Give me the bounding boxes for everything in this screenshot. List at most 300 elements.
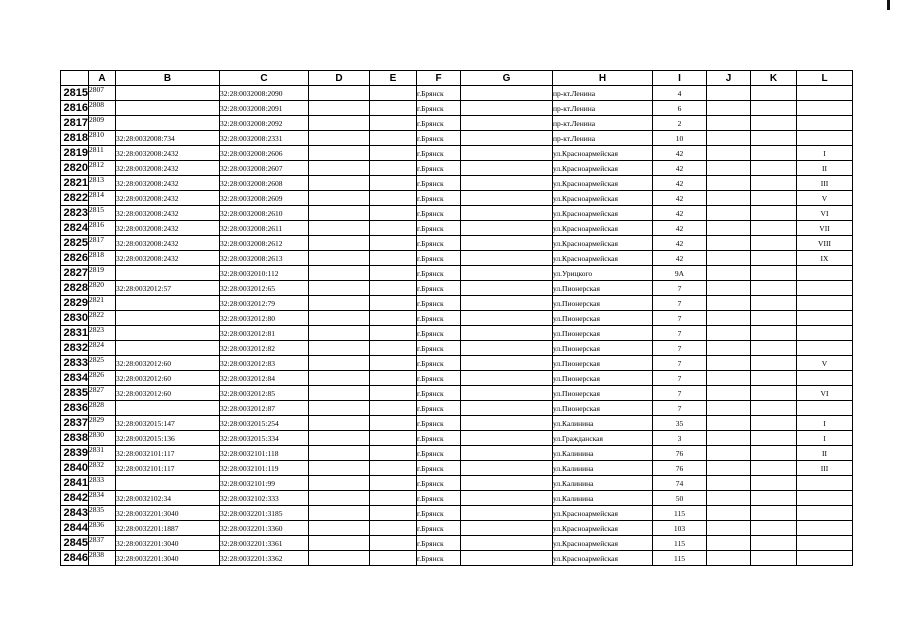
cell-a[interactable]: 2828 bbox=[89, 401, 116, 416]
cell-e[interactable] bbox=[370, 371, 417, 386]
cell-b[interactable]: 32:28:0032012:57 bbox=[116, 281, 220, 296]
cell-f[interactable]: г.Брянск bbox=[417, 281, 461, 296]
cell-b[interactable]: 32:28:0032012:60 bbox=[116, 371, 220, 386]
row-number[interactable]: 2818 bbox=[61, 131, 89, 146]
cell-d[interactable] bbox=[309, 371, 370, 386]
cell-d[interactable] bbox=[309, 551, 370, 566]
cell-d[interactable] bbox=[309, 86, 370, 101]
cell-d[interactable] bbox=[309, 326, 370, 341]
cell-l[interactable] bbox=[797, 506, 853, 521]
cell-d[interactable] bbox=[309, 521, 370, 536]
column-header-i[interactable]: I bbox=[653, 71, 707, 86]
column-header-h[interactable]: H bbox=[553, 71, 653, 86]
cell-h[interactable]: ул.Пионерская bbox=[553, 281, 653, 296]
cell-l[interactable]: VI bbox=[797, 386, 853, 401]
cell-g[interactable] bbox=[461, 296, 553, 311]
cell-l[interactable] bbox=[797, 491, 853, 506]
cell-c[interactable]: 32:28:0032012:82 bbox=[220, 341, 309, 356]
cell-b[interactable] bbox=[116, 116, 220, 131]
cell-b[interactable]: 32:28:0032008:2432 bbox=[116, 221, 220, 236]
cell-h[interactable]: пр-кт.Ленина bbox=[553, 86, 653, 101]
cell-i[interactable]: 103 bbox=[653, 521, 707, 536]
cell-g[interactable] bbox=[461, 476, 553, 491]
cell-h[interactable]: ул.Красноармейская bbox=[553, 506, 653, 521]
cell-i[interactable]: 10 bbox=[653, 131, 707, 146]
cell-k[interactable] bbox=[751, 491, 797, 506]
cell-a[interactable]: 2815 bbox=[89, 206, 116, 221]
cell-h[interactable]: ул.Красноармейская bbox=[553, 521, 653, 536]
cell-g[interactable] bbox=[461, 551, 553, 566]
cell-b[interactable]: 32:28:0032008:2432 bbox=[116, 206, 220, 221]
cell-g[interactable] bbox=[461, 191, 553, 206]
row-number[interactable]: 2841 bbox=[61, 476, 89, 491]
cell-d[interactable] bbox=[309, 341, 370, 356]
cell-f[interactable]: г.Брянск bbox=[417, 206, 461, 221]
row-number[interactable]: 2829 bbox=[61, 296, 89, 311]
cell-g[interactable] bbox=[461, 506, 553, 521]
row-number[interactable]: 2824 bbox=[61, 221, 89, 236]
row-number[interactable]: 2842 bbox=[61, 491, 89, 506]
cell-j[interactable] bbox=[707, 386, 751, 401]
cell-h[interactable]: ул.Красноармейская bbox=[553, 251, 653, 266]
cell-g[interactable] bbox=[461, 401, 553, 416]
cell-a[interactable]: 2827 bbox=[89, 386, 116, 401]
cell-a[interactable]: 2830 bbox=[89, 431, 116, 446]
cell-f[interactable]: г.Брянск bbox=[417, 356, 461, 371]
cell-j[interactable] bbox=[707, 401, 751, 416]
cell-f[interactable]: г.Брянск bbox=[417, 266, 461, 281]
cell-j[interactable] bbox=[707, 446, 751, 461]
cell-h[interactable]: пр-кт.Ленина bbox=[553, 116, 653, 131]
cell-k[interactable] bbox=[751, 146, 797, 161]
cell-b[interactable]: 32:28:0032012:60 bbox=[116, 386, 220, 401]
cell-i[interactable]: 7 bbox=[653, 356, 707, 371]
cell-d[interactable] bbox=[309, 401, 370, 416]
cell-e[interactable] bbox=[370, 461, 417, 476]
cell-d[interactable] bbox=[309, 176, 370, 191]
cell-l[interactable]: I bbox=[797, 146, 853, 161]
cell-c[interactable]: 32:28:0032015:334 bbox=[220, 431, 309, 446]
cell-l[interactable] bbox=[797, 401, 853, 416]
cell-d[interactable] bbox=[309, 356, 370, 371]
cell-a[interactable]: 2817 bbox=[89, 236, 116, 251]
cell-b[interactable] bbox=[116, 101, 220, 116]
cell-c[interactable]: 32:28:0032008:2612 bbox=[220, 236, 309, 251]
cell-i[interactable]: 7 bbox=[653, 281, 707, 296]
cell-c[interactable]: 32:28:0032012:79 bbox=[220, 296, 309, 311]
cell-k[interactable] bbox=[751, 176, 797, 191]
cell-b[interactable]: 32:28:0032201:3040 bbox=[116, 506, 220, 521]
cell-g[interactable] bbox=[461, 101, 553, 116]
cell-b[interactable]: 32:28:0032008:2432 bbox=[116, 191, 220, 206]
cell-c[interactable]: 32:28:0032102:333 bbox=[220, 491, 309, 506]
cell-j[interactable] bbox=[707, 161, 751, 176]
cell-f[interactable]: г.Брянск bbox=[417, 236, 461, 251]
cell-c[interactable]: 32:28:0032101:118 bbox=[220, 446, 309, 461]
cell-i[interactable]: 3 bbox=[653, 431, 707, 446]
cell-e[interactable] bbox=[370, 326, 417, 341]
cell-h[interactable]: ул.Красноармейская bbox=[553, 176, 653, 191]
row-number[interactable]: 2815 bbox=[61, 86, 89, 101]
cell-j[interactable] bbox=[707, 251, 751, 266]
cell-f[interactable]: г.Брянск bbox=[417, 476, 461, 491]
cell-k[interactable] bbox=[751, 221, 797, 236]
cell-d[interactable] bbox=[309, 461, 370, 476]
row-number[interactable]: 2834 bbox=[61, 371, 89, 386]
cell-d[interactable] bbox=[309, 446, 370, 461]
cell-f[interactable]: г.Брянск bbox=[417, 311, 461, 326]
cell-c[interactable]: 32:28:0032008:2610 bbox=[220, 206, 309, 221]
cell-l[interactable] bbox=[797, 326, 853, 341]
cell-l[interactable]: IX bbox=[797, 251, 853, 266]
cell-f[interactable]: г.Брянск bbox=[417, 176, 461, 191]
cell-c[interactable]: 32:28:0032201:3361 bbox=[220, 536, 309, 551]
cell-j[interactable] bbox=[707, 431, 751, 446]
cell-k[interactable] bbox=[751, 521, 797, 536]
column-header-k[interactable]: K bbox=[751, 71, 797, 86]
cell-e[interactable] bbox=[370, 221, 417, 236]
cell-l[interactable] bbox=[797, 371, 853, 386]
cell-i[interactable]: 2 bbox=[653, 116, 707, 131]
cell-c[interactable]: 32:28:0032101:119 bbox=[220, 461, 309, 476]
cell-a[interactable]: 2824 bbox=[89, 341, 116, 356]
cell-a[interactable]: 2838 bbox=[89, 551, 116, 566]
column-header-l[interactable]: L bbox=[797, 71, 853, 86]
cell-l[interactable]: II bbox=[797, 446, 853, 461]
cell-a[interactable]: 2833 bbox=[89, 476, 116, 491]
cell-f[interactable]: г.Брянск bbox=[417, 446, 461, 461]
cell-k[interactable] bbox=[751, 446, 797, 461]
cell-c[interactable]: 32:28:0032008:2331 bbox=[220, 131, 309, 146]
cell-e[interactable] bbox=[370, 281, 417, 296]
cell-l[interactable] bbox=[797, 311, 853, 326]
cell-e[interactable] bbox=[370, 206, 417, 221]
cell-f[interactable]: г.Брянск bbox=[417, 221, 461, 236]
cell-j[interactable] bbox=[707, 551, 751, 566]
cell-k[interactable] bbox=[751, 296, 797, 311]
row-number[interactable]: 2819 bbox=[61, 146, 89, 161]
cell-d[interactable] bbox=[309, 296, 370, 311]
cell-a[interactable]: 2808 bbox=[89, 101, 116, 116]
cell-b[interactable]: 32:28:0032201:3040 bbox=[116, 551, 220, 566]
row-number[interactable]: 2822 bbox=[61, 191, 89, 206]
cell-c[interactable]: 32:28:0032201:3185 bbox=[220, 506, 309, 521]
cell-f[interactable]: г.Брянск bbox=[417, 461, 461, 476]
cell-i[interactable]: 6 bbox=[653, 101, 707, 116]
cell-a[interactable]: 2810 bbox=[89, 131, 116, 146]
cell-e[interactable] bbox=[370, 296, 417, 311]
cell-b[interactable]: 32:28:0032201:1887 bbox=[116, 521, 220, 536]
row-number[interactable]: 2838 bbox=[61, 431, 89, 446]
cell-i[interactable]: 115 bbox=[653, 536, 707, 551]
cell-i[interactable]: 7 bbox=[653, 341, 707, 356]
cell-d[interactable] bbox=[309, 506, 370, 521]
cell-h[interactable]: ул.Калинина bbox=[553, 446, 653, 461]
cell-j[interactable] bbox=[707, 521, 751, 536]
cell-d[interactable] bbox=[309, 146, 370, 161]
cell-k[interactable] bbox=[751, 161, 797, 176]
cell-k[interactable] bbox=[751, 341, 797, 356]
cell-g[interactable] bbox=[461, 311, 553, 326]
cell-j[interactable] bbox=[707, 341, 751, 356]
cell-d[interactable] bbox=[309, 251, 370, 266]
cell-c[interactable]: 32:28:0032012:83 bbox=[220, 356, 309, 371]
cell-a[interactable]: 2812 bbox=[89, 161, 116, 176]
cell-f[interactable]: г.Брянск bbox=[417, 521, 461, 536]
cell-j[interactable] bbox=[707, 416, 751, 431]
row-number[interactable]: 2843 bbox=[61, 506, 89, 521]
cell-k[interactable] bbox=[751, 506, 797, 521]
column-header-j[interactable]: J bbox=[707, 71, 751, 86]
cell-g[interactable] bbox=[461, 431, 553, 446]
cell-c[interactable]: 32:28:0032008:2606 bbox=[220, 146, 309, 161]
cell-c[interactable]: 32:28:0032008:2608 bbox=[220, 176, 309, 191]
cell-i[interactable]: 42 bbox=[653, 176, 707, 191]
cell-b[interactable]: 32:28:0032101:117 bbox=[116, 461, 220, 476]
cell-l[interactable]: V bbox=[797, 191, 853, 206]
cell-h[interactable]: ул.Калинина bbox=[553, 461, 653, 476]
cell-g[interactable] bbox=[461, 461, 553, 476]
row-number[interactable]: 2821 bbox=[61, 176, 89, 191]
cell-l[interactable]: V bbox=[797, 356, 853, 371]
cell-h[interactable]: пр-кт.Ленина bbox=[553, 101, 653, 116]
cell-k[interactable] bbox=[751, 431, 797, 446]
cell-l[interactable] bbox=[797, 116, 853, 131]
cell-k[interactable] bbox=[751, 86, 797, 101]
cell-k[interactable] bbox=[751, 131, 797, 146]
cell-j[interactable] bbox=[707, 326, 751, 341]
cell-h[interactable]: ул.Пионерская bbox=[553, 371, 653, 386]
cell-a[interactable]: 2831 bbox=[89, 446, 116, 461]
cell-h[interactable]: ул.Красноармейская bbox=[553, 206, 653, 221]
cell-j[interactable] bbox=[707, 236, 751, 251]
cell-h[interactable]: ул.Пионерская bbox=[553, 401, 653, 416]
cell-a[interactable]: 2826 bbox=[89, 371, 116, 386]
cell-k[interactable] bbox=[751, 116, 797, 131]
cell-i[interactable]: 76 bbox=[653, 461, 707, 476]
cell-a[interactable]: 2837 bbox=[89, 536, 116, 551]
cell-b[interactable]: 32:28:0032015:147 bbox=[116, 416, 220, 431]
cell-i[interactable]: 42 bbox=[653, 146, 707, 161]
cell-k[interactable] bbox=[751, 551, 797, 566]
cell-b[interactable]: 32:28:0032012:60 bbox=[116, 356, 220, 371]
row-number[interactable]: 2827 bbox=[61, 266, 89, 281]
cell-k[interactable] bbox=[751, 356, 797, 371]
cell-c[interactable]: 32:28:0032008:2611 bbox=[220, 221, 309, 236]
cell-c[interactable]: 32:28:0032201:3360 bbox=[220, 521, 309, 536]
cell-d[interactable] bbox=[309, 281, 370, 296]
cell-g[interactable] bbox=[461, 326, 553, 341]
cell-b[interactable] bbox=[116, 266, 220, 281]
cell-c[interactable]: 32:28:0032008:2091 bbox=[220, 101, 309, 116]
cell-h[interactable]: ул.Красноармейская bbox=[553, 191, 653, 206]
cell-g[interactable] bbox=[461, 146, 553, 161]
cell-l[interactable]: I bbox=[797, 431, 853, 446]
cell-c[interactable]: 32:28:0032201:3362 bbox=[220, 551, 309, 566]
cell-i[interactable]: 115 bbox=[653, 506, 707, 521]
cell-d[interactable] bbox=[309, 191, 370, 206]
cell-e[interactable] bbox=[370, 491, 417, 506]
cell-e[interactable] bbox=[370, 356, 417, 371]
cell-l[interactable]: III bbox=[797, 461, 853, 476]
cell-h[interactable]: ул.Пионерская bbox=[553, 311, 653, 326]
cell-c[interactable]: 32:28:0032012:81 bbox=[220, 326, 309, 341]
cell-i[interactable]: 42 bbox=[653, 221, 707, 236]
cell-c[interactable]: 32:28:0032010:112 bbox=[220, 266, 309, 281]
cell-e[interactable] bbox=[370, 401, 417, 416]
cell-a[interactable]: 2821 bbox=[89, 296, 116, 311]
cell-h[interactable]: ул.Пионерская bbox=[553, 356, 653, 371]
cell-j[interactable] bbox=[707, 356, 751, 371]
row-number[interactable]: 2832 bbox=[61, 341, 89, 356]
row-number[interactable]: 2835 bbox=[61, 386, 89, 401]
cell-k[interactable] bbox=[751, 416, 797, 431]
cell-l[interactable] bbox=[797, 281, 853, 296]
cell-j[interactable] bbox=[707, 476, 751, 491]
cell-f[interactable]: г.Брянск bbox=[417, 296, 461, 311]
cell-i[interactable]: 9А bbox=[653, 266, 707, 281]
cell-e[interactable] bbox=[370, 416, 417, 431]
cell-i[interactable]: 7 bbox=[653, 401, 707, 416]
cell-c[interactable]: 32:28:0032012:85 bbox=[220, 386, 309, 401]
column-header-g[interactable]: G bbox=[461, 71, 553, 86]
cell-e[interactable] bbox=[370, 341, 417, 356]
cell-b[interactable]: 32:28:0032008:2432 bbox=[116, 161, 220, 176]
cell-b[interactable]: 32:28:0032015:136 bbox=[116, 431, 220, 446]
row-number[interactable]: 2845 bbox=[61, 536, 89, 551]
cell-h[interactable]: ул.Красноармейская bbox=[553, 236, 653, 251]
cell-l[interactable] bbox=[797, 296, 853, 311]
cell-a[interactable]: 2836 bbox=[89, 521, 116, 536]
column-header-c[interactable]: C bbox=[220, 71, 309, 86]
cell-g[interactable] bbox=[461, 446, 553, 461]
cell-c[interactable]: 32:28:0032008:2613 bbox=[220, 251, 309, 266]
cell-c[interactable]: 32:28:0032008:2607 bbox=[220, 161, 309, 176]
cell-h[interactable]: ул.Калинина bbox=[553, 476, 653, 491]
cell-k[interactable] bbox=[751, 401, 797, 416]
cell-h[interactable]: ул.Красноармейская bbox=[553, 221, 653, 236]
column-header-b[interactable]: B bbox=[116, 71, 220, 86]
cell-l[interactable] bbox=[797, 521, 853, 536]
cell-d[interactable] bbox=[309, 536, 370, 551]
cell-j[interactable] bbox=[707, 506, 751, 521]
cell-h[interactable]: ул.Пионерская bbox=[553, 296, 653, 311]
cell-b[interactable]: 32:28:0032101:117 bbox=[116, 446, 220, 461]
cell-f[interactable]: г.Брянск bbox=[417, 401, 461, 416]
cell-h[interactable]: ул.Урицкого bbox=[553, 266, 653, 281]
cell-i[interactable]: 42 bbox=[653, 236, 707, 251]
cell-f[interactable]: г.Брянск bbox=[417, 86, 461, 101]
cell-d[interactable] bbox=[309, 416, 370, 431]
cell-a[interactable]: 2818 bbox=[89, 251, 116, 266]
column-header-d[interactable]: D bbox=[309, 71, 370, 86]
cell-c[interactable]: 32:28:0032008:2092 bbox=[220, 116, 309, 131]
cell-l[interactable] bbox=[797, 101, 853, 116]
cell-h[interactable]: пр-кт.Ленина bbox=[553, 131, 653, 146]
cell-d[interactable] bbox=[309, 101, 370, 116]
row-number[interactable]: 2820 bbox=[61, 161, 89, 176]
cell-d[interactable] bbox=[309, 491, 370, 506]
cell-i[interactable]: 7 bbox=[653, 311, 707, 326]
cell-d[interactable] bbox=[309, 476, 370, 491]
cell-g[interactable] bbox=[461, 161, 553, 176]
cell-j[interactable] bbox=[707, 311, 751, 326]
cell-g[interactable] bbox=[461, 536, 553, 551]
cell-l[interactable] bbox=[797, 536, 853, 551]
cell-l[interactable]: I bbox=[797, 416, 853, 431]
cell-e[interactable] bbox=[370, 176, 417, 191]
cell-j[interactable] bbox=[707, 101, 751, 116]
cell-f[interactable]: г.Брянск bbox=[417, 506, 461, 521]
cell-a[interactable]: 2834 bbox=[89, 491, 116, 506]
cell-g[interactable] bbox=[461, 176, 553, 191]
cell-d[interactable] bbox=[309, 161, 370, 176]
cell-e[interactable] bbox=[370, 236, 417, 251]
row-number[interactable]: 2846 bbox=[61, 551, 89, 566]
cell-f[interactable]: г.Брянск bbox=[417, 251, 461, 266]
cell-h[interactable]: ул.Калинина bbox=[553, 491, 653, 506]
row-number[interactable]: 2837 bbox=[61, 416, 89, 431]
cell-h[interactable]: ул.Пионерская bbox=[553, 386, 653, 401]
cell-k[interactable] bbox=[751, 476, 797, 491]
cell-e[interactable] bbox=[370, 101, 417, 116]
cell-j[interactable] bbox=[707, 281, 751, 296]
cell-b[interactable]: 32:28:0032008:2432 bbox=[116, 176, 220, 191]
cell-i[interactable]: 50 bbox=[653, 491, 707, 506]
cell-a[interactable]: 2825 bbox=[89, 356, 116, 371]
cell-c[interactable]: 32:28:0032012:84 bbox=[220, 371, 309, 386]
cell-d[interactable] bbox=[309, 206, 370, 221]
cell-e[interactable] bbox=[370, 86, 417, 101]
cell-j[interactable] bbox=[707, 191, 751, 206]
cell-l[interactable]: VIII bbox=[797, 236, 853, 251]
cell-b[interactable] bbox=[116, 326, 220, 341]
cell-e[interactable] bbox=[370, 251, 417, 266]
cell-l[interactable]: VI bbox=[797, 206, 853, 221]
cell-j[interactable] bbox=[707, 176, 751, 191]
cell-b[interactable] bbox=[116, 311, 220, 326]
cell-b[interactable] bbox=[116, 401, 220, 416]
cell-i[interactable]: 7 bbox=[653, 386, 707, 401]
column-header-a[interactable]: A bbox=[89, 71, 116, 86]
cell-i[interactable]: 7 bbox=[653, 326, 707, 341]
cell-h[interactable]: ул.Калинина bbox=[553, 416, 653, 431]
cell-f[interactable]: г.Брянск bbox=[417, 551, 461, 566]
cell-e[interactable] bbox=[370, 536, 417, 551]
cell-g[interactable] bbox=[461, 341, 553, 356]
cell-d[interactable] bbox=[309, 386, 370, 401]
cell-k[interactable] bbox=[751, 461, 797, 476]
cell-l[interactable] bbox=[797, 266, 853, 281]
cell-j[interactable] bbox=[707, 131, 751, 146]
row-number[interactable]: 2836 bbox=[61, 401, 89, 416]
cell-l[interactable] bbox=[797, 341, 853, 356]
row-number[interactable]: 2830 bbox=[61, 311, 89, 326]
cell-h[interactable]: ул.Пионерская bbox=[553, 341, 653, 356]
cell-d[interactable] bbox=[309, 131, 370, 146]
cell-j[interactable] bbox=[707, 116, 751, 131]
cell-f[interactable]: г.Брянск bbox=[417, 416, 461, 431]
cell-a[interactable]: 2816 bbox=[89, 221, 116, 236]
cell-a[interactable]: 2814 bbox=[89, 191, 116, 206]
cell-b[interactable]: 32:28:0032201:3040 bbox=[116, 536, 220, 551]
cell-a[interactable]: 2835 bbox=[89, 506, 116, 521]
row-number[interactable]: 2825 bbox=[61, 236, 89, 251]
cell-f[interactable]: г.Брянск bbox=[417, 146, 461, 161]
cell-k[interactable] bbox=[751, 311, 797, 326]
cell-e[interactable] bbox=[370, 116, 417, 131]
cell-a[interactable]: 2807 bbox=[89, 86, 116, 101]
